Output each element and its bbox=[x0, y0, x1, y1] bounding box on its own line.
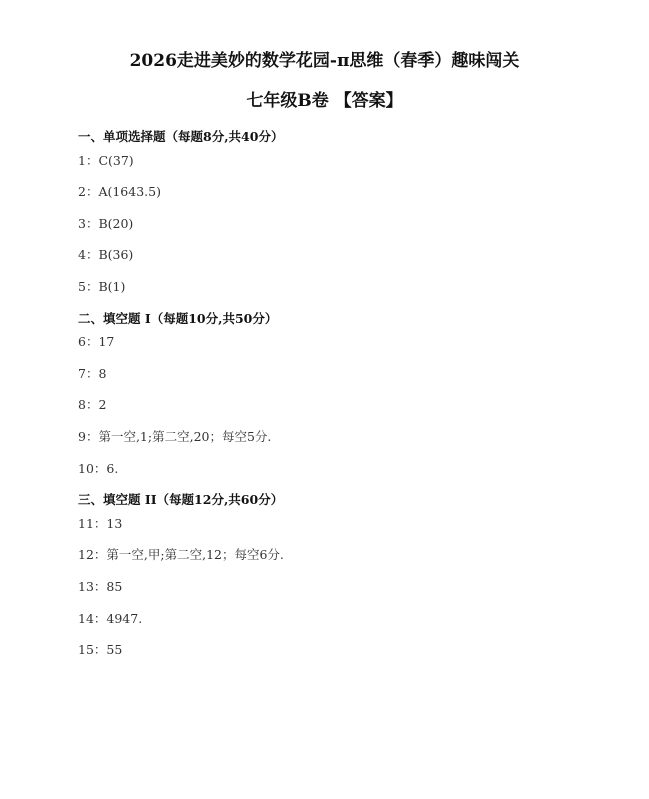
answer-value: B(1) bbox=[98, 279, 126, 294]
answer-value: 6. bbox=[106, 461, 119, 476]
page-title: 2026走进美妙的数学花园-π思维（春季）趣味闯关 bbox=[129, 51, 520, 71]
question-number: 4： bbox=[78, 247, 99, 262]
answer-item bbox=[78, 182, 161, 200]
question-number: 12： bbox=[78, 547, 107, 562]
question-number: 15： bbox=[78, 642, 107, 657]
answer-item bbox=[78, 245, 133, 263]
question-number: 3： bbox=[78, 216, 99, 231]
answer-value: 第一空,甲;第二空,12；每空6分. bbox=[106, 547, 284, 562]
answer-value: 17 bbox=[98, 334, 115, 349]
answer-item bbox=[78, 640, 122, 658]
question-number: 9： bbox=[78, 429, 99, 444]
question-number: 5： bbox=[78, 279, 99, 294]
answer-value: 4947. bbox=[106, 611, 143, 626]
question-number: 11： bbox=[78, 516, 107, 531]
answer-item bbox=[78, 545, 284, 563]
question-number: 1： bbox=[78, 153, 99, 168]
question-number: 10： bbox=[78, 461, 107, 476]
answer-item bbox=[78, 151, 134, 169]
answer-value: 第一空,1;第二空,20；每空5分. bbox=[98, 429, 272, 444]
answer-item bbox=[78, 364, 106, 382]
question-number: 13： bbox=[78, 579, 107, 594]
question-number: 7： bbox=[78, 366, 99, 381]
section-heading-fill-in-1: 二、填空题 I（每题10分,共50分） bbox=[78, 311, 278, 326]
answer-value: 85 bbox=[106, 579, 123, 594]
question-number: 6： bbox=[78, 334, 99, 349]
answer-value: 55 bbox=[106, 642, 123, 657]
question-number: 8： bbox=[78, 397, 99, 412]
answer-item bbox=[78, 514, 122, 532]
answer-value: 2 bbox=[98, 397, 107, 412]
answer-value: B(36) bbox=[98, 247, 134, 262]
answer-item bbox=[78, 332, 114, 350]
page-subtitle: 七年级B卷 【答案】 bbox=[246, 91, 403, 111]
answer-value: B(20) bbox=[98, 216, 134, 231]
answer-item bbox=[78, 609, 142, 627]
question-number: 14： bbox=[78, 611, 107, 626]
answer-item bbox=[78, 277, 125, 295]
answer-value: C(37) bbox=[98, 153, 134, 168]
answer-item bbox=[78, 214, 133, 232]
answer-value: A(1643.5) bbox=[98, 184, 161, 199]
answer-item bbox=[78, 577, 122, 595]
answer-value: 13 bbox=[106, 516, 123, 531]
section-heading-fill-in-2: 三、填空题 II（每题12分,共60分） bbox=[78, 492, 284, 507]
answer-item bbox=[78, 427, 271, 445]
answer-value: 8 bbox=[98, 366, 107, 381]
section-heading-single-choice: 一、单项选择题（每题8分,共40分） bbox=[78, 129, 284, 144]
question-number: 2： bbox=[78, 184, 99, 199]
answer-item bbox=[78, 459, 118, 477]
answer-item bbox=[78, 395, 106, 413]
